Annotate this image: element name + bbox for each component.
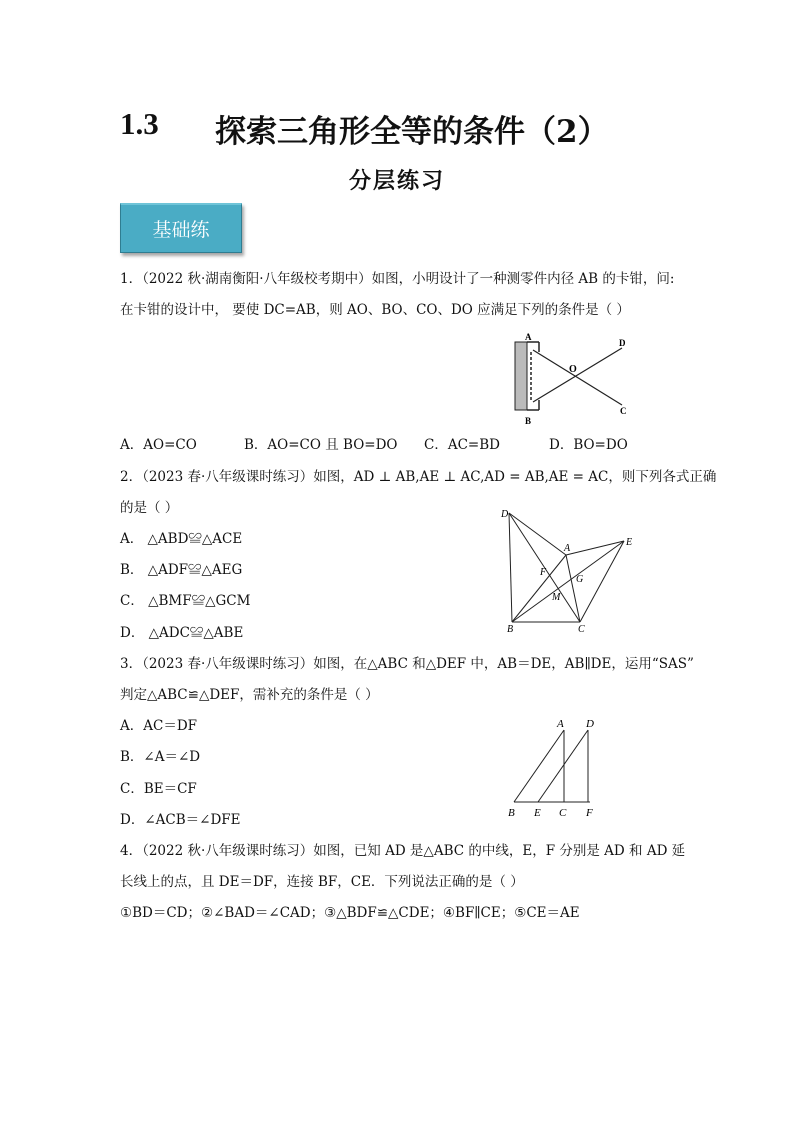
q1-label-d: D: [619, 338, 626, 348]
q2-label-c: C: [578, 624, 585, 635]
q3-line-1: 3．（2023 春·八年级课时练习）如图，在△ABC 和△DEF 中，AB＝DE，AB∥DE，运用“SAS”: [120, 656, 694, 672]
q1-line-1: 1．（2022 秋·湖南衡阳·八年级校考期中）如图，小明设计了一种测零件内径 AB 的卡钳，问:: [120, 271, 675, 287]
q1-label-b: B: [525, 416, 532, 426]
q3-label-c: C: [559, 807, 567, 819]
q1-label-a: A: [525, 332, 532, 342]
q3-label-a: A: [557, 718, 564, 730]
q3-option-b: B．∠A＝∠D: [120, 749, 201, 765]
q2-option-c: C． △BMF≌△GCM: [120, 593, 251, 609]
q3-line-2: 判定△ABC≌△DEF，需补充的条件是（ ）: [120, 687, 379, 703]
q2-label-g: G: [576, 574, 584, 585]
q2-option-d: D． △ADC≌△ABE: [120, 625, 244, 641]
q1-option-b: B．AO=CO 且 BO=DO: [244, 437, 398, 453]
q1-caliper-figure: [505, 330, 635, 430]
q1-label-c: C: [620, 406, 627, 416]
q2-option-b: B． △ADF≌△AEG: [120, 562, 243, 578]
q3-triangle-figure: [500, 712, 610, 822]
q3-option-a: A．AC＝DF: [120, 718, 198, 734]
q4-statements: ①BD＝CD；②∠BAD＝∠CAD；③△BDF≌△CDE；④BF∥CE；⑤CE＝AE: [120, 905, 580, 921]
q2-label-a: A: [564, 543, 571, 554]
q4-line-1: 4．（2022 秋·八年级课时练习）如图，已知 AD 是△ABC 的中线，E，F 分别是 AD 和 AD 延: [120, 843, 686, 859]
q2-option-a: A． △ABD≌△ACE: [120, 531, 243, 547]
level-badge: 基础练: [120, 203, 242, 253]
q3-label-f: F: [586, 807, 593, 819]
q3-option-d: D．∠ACB＝∠DFE: [120, 812, 241, 828]
q2-triangle-figure: [495, 505, 645, 635]
q2-label-f: F: [540, 567, 547, 578]
section-title: 探索三角形全等的条件（2）: [215, 114, 609, 150]
q4-line-2: 长线上的点，且 DE＝DF，连接 BF，CE．下列说法正确的是（ ）: [120, 874, 524, 890]
q1-label-o: O: [569, 364, 577, 375]
section-number: 1.3: [120, 106, 159, 141]
q3-option-c: C．BE＝CF: [120, 781, 197, 797]
q2-line-1: 2．（2023 春·八年级课时练习）如图，AD ⊥ AB,AE ⊥ AC,AD = AB,AE = AC，则下列各式正确: [120, 469, 717, 485]
q1-option-d: D．BO=DO: [549, 437, 628, 453]
q3-label-d: D: [586, 718, 594, 730]
subtitle: 分层练习: [348, 168, 445, 194]
page-title: [0, 106, 794, 154]
q1-option-c: C．AC=BD: [424, 437, 500, 453]
q2-label-b: B: [507, 624, 514, 635]
q3-label-e: E: [534, 807, 541, 819]
q2-label-d: D: [501, 509, 509, 520]
q1-option-a: A．AO=CO: [120, 437, 197, 453]
q2-line-2: 的是（ ）: [120, 500, 179, 516]
q2-label-e: E: [626, 537, 633, 548]
q1-line-2: 在卡钳的设计中， 要使 DC=AB，则 AO、BO、CO、DO 应满足下列的条件是（ ）: [120, 302, 630, 318]
q3-label-b: B: [508, 807, 515, 819]
q2-label-m: M: [552, 592, 561, 603]
